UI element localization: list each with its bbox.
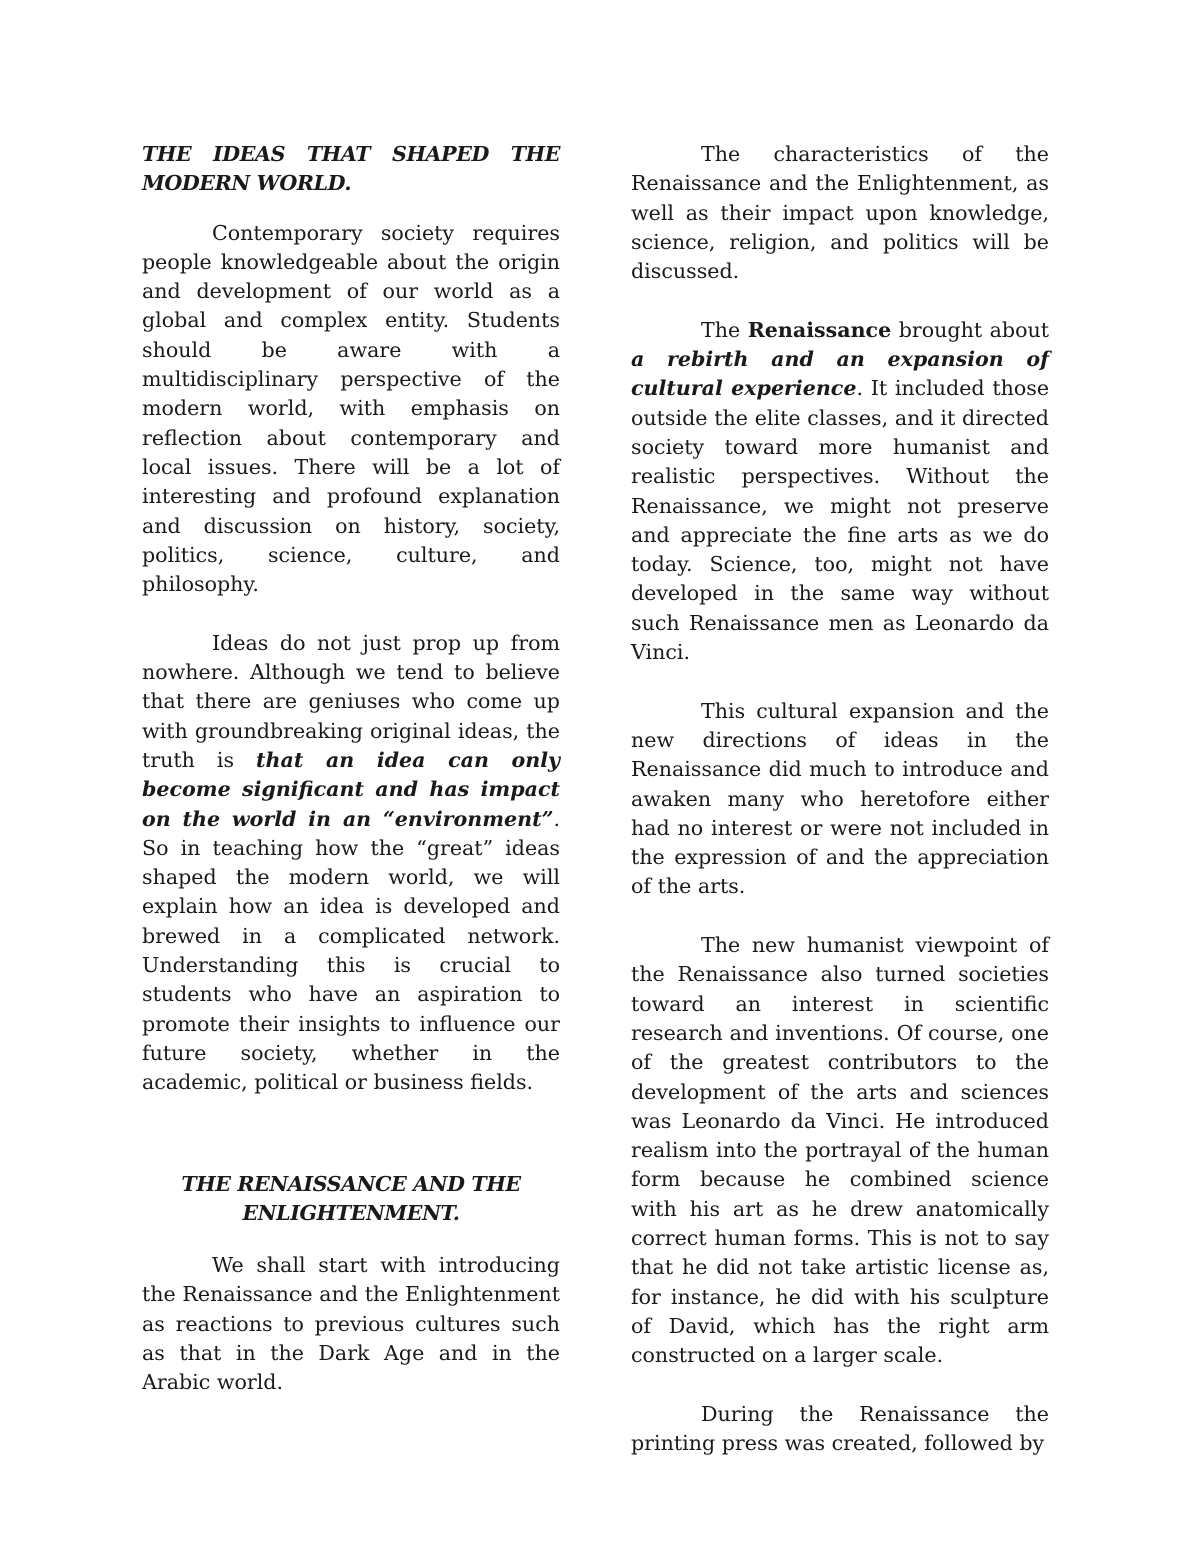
cultural-expansion-paragraph: This cultural expansion and the new directions of ideas in the Renaissance did much to introduce and awaken many who heretofore either had no interest or were not included in the expression of and the appreciation of the arts. [631,698,1049,899]
ideas-paragraph-text-end: . So in teaching how the “great” ideas shaped the modern world, we will explain how an idea is developed and brewed in a complicated network. Understanding this is crucial to students who have an aspiration to promote their insights to influence our future society, whether in the academic, political or business fields. [142,806,560,1095]
characteristics-paragraph: The characteristics of the Renaissance and the Enlightenment, as well as their impact upon knowledge, science, religion, and politics will be discussed. [631,142,1049,284]
right-column [631,140,1049,1458]
document-title: THE IDEAS THAT SHAPED THE MODERN WORLD. [142,142,560,196]
section-title: THE RENAISSANCE AND THE ENLIGHTENMENT. [181,1171,521,1225]
humanist-viewpoint-paragraph: The new humanist viewpoint of the Renaissance also turned societies toward an interest in scientific research and inventions. Of course, one of the greatest contributors to the development of the arts and sciences was Leonardo da Vinci. He introduced realism into the portrayal of the human form because he combined science with his art as he drew anatomically correct human forms. This is not to say that he did not take artistic license as, for instance, he did with his sculpture of David, which has the right arm constructed on a larger scale. [631,933,1049,1368]
intro-paragraph: Contemporary society requires people knowledgeable about the origin and development of our world as a global and complex entity. Students should be aware with a multidisciplinary perspective of the modern world, with emphasis on reflection about contemporary and local issues. There will be a lot of interesting and profound explanation and discussion on history, society, politics, science, culture, and philosophy. [142,220,560,597]
ideas-paragraph-emphasis: that an idea can only become significant and has impact on the world in an “environment” [142,747,561,831]
left-column [142,140,560,1398]
renaissance-paragraph [631,316,1049,668]
renaissance-paragraph-text-start: The [701,317,748,342]
ideas-paragraph [142,629,560,1098]
renaissance-intro-paragraph: We shall start with introducing the Renaissance and the Enlightenment as reactions to previous cultures such as that in the Dark Age and in the Arabic world. [142,1253,560,1395]
renaissance-paragraph-emphasis: a rebirth and an expansion of cultural experience [631,347,1049,401]
renaissance-paragraph-text-end: . It included those outside the elite classes, and it directed society toward more humanist and realistic perspectives. Without the Renaissance, we might not preserve and appreciate the fine arts as we do today. Science, too, might not have developed in the same way without such Renaissance men as Leonardo da Vinci. [631,376,1050,665]
renaissance-term: Renaissance [747,317,892,342]
printing-press-paragraph: During the Renaissance the printing press was created, followed by [631,1401,1049,1456]
renaissance-paragraph-text-middle: brought about [891,317,1050,342]
ideas-paragraph-text-start: Ideas do not just prop up from nowhere. Although we tend to believe that there are geniuses who come up with groundbreaking original ideas, the truth is [142,630,560,772]
